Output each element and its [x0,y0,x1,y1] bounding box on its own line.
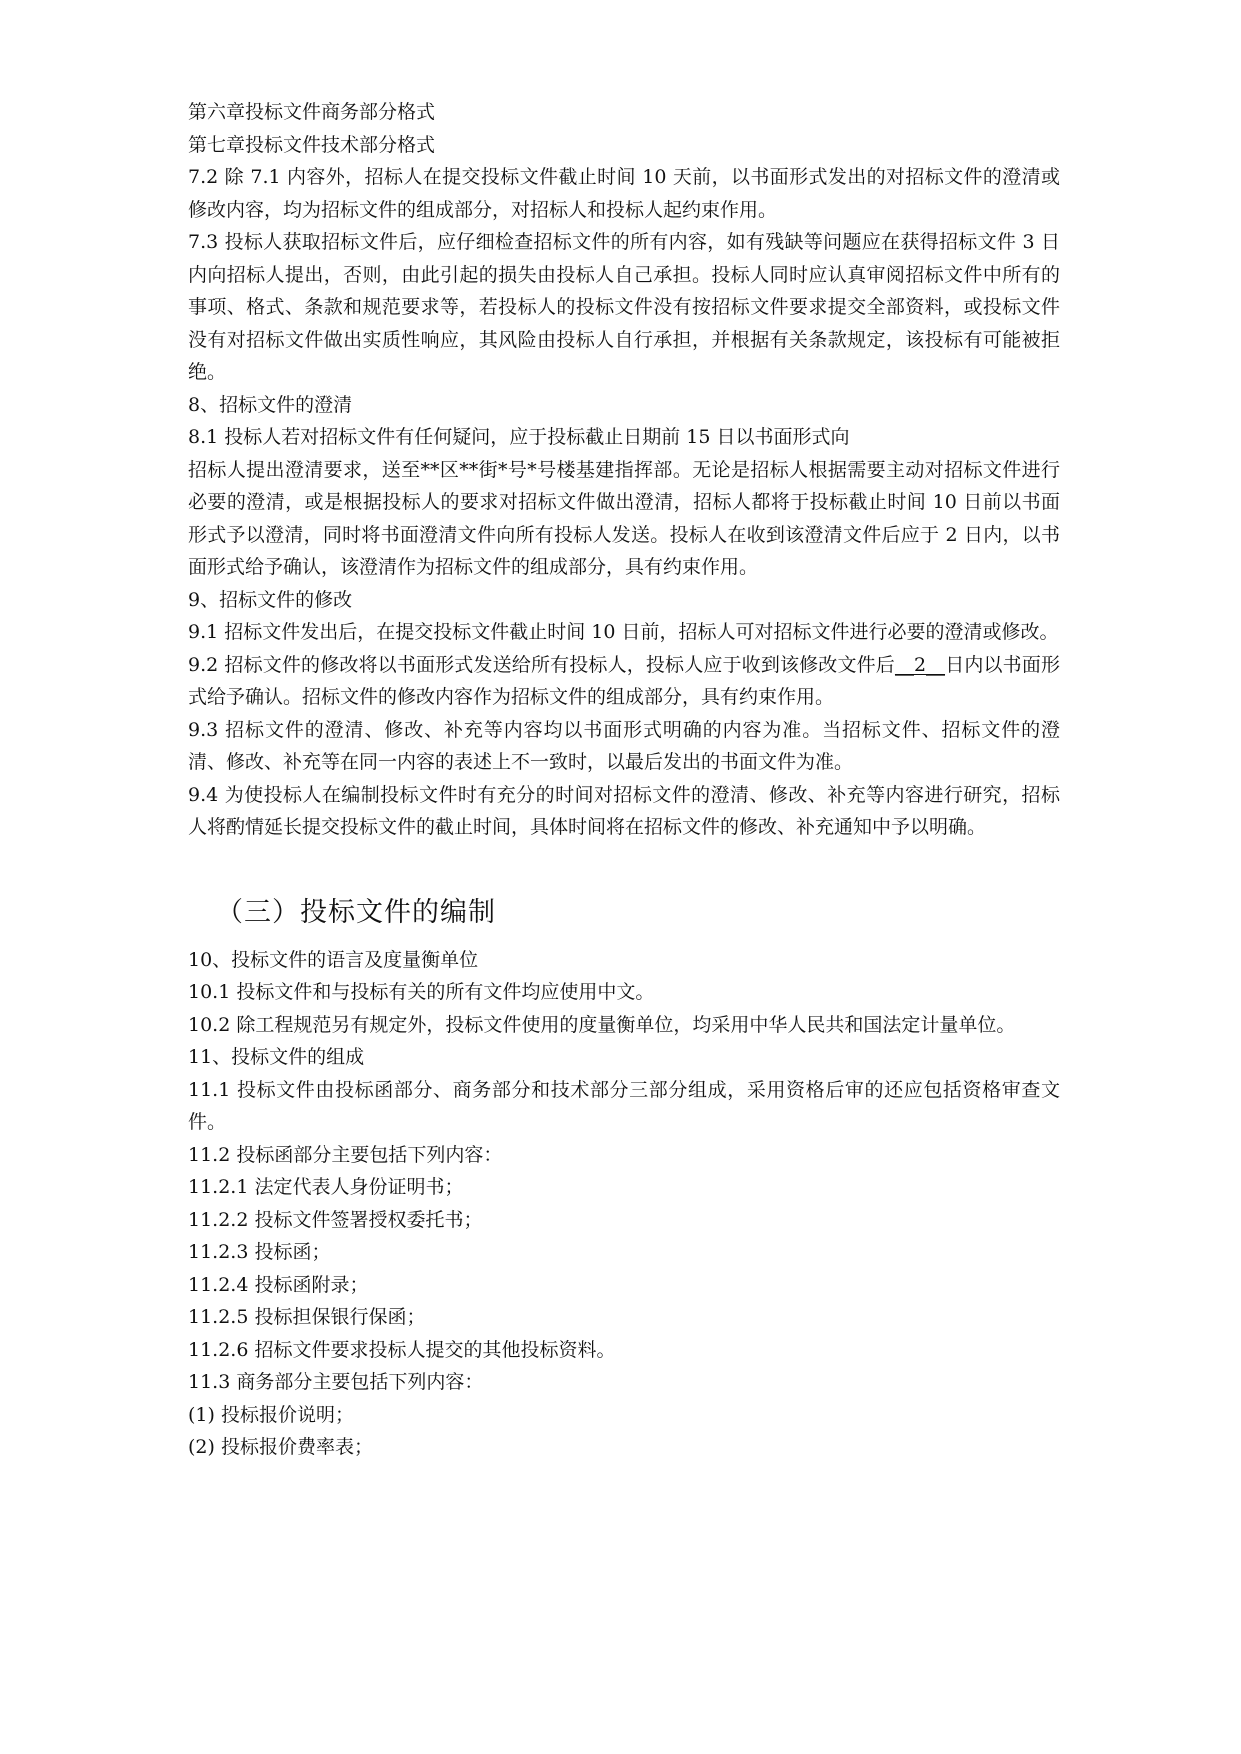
clause-11-2-3: 11.2.3 投标函； [188,1241,331,1263]
list-item-2: (2) 投标报价费率表； [188,1436,373,1458]
clause-11-2-4: 11.2.4 投标函附录； [188,1273,369,1296]
chapter-7-title: 第七章投标文件技术部分格式 [188,133,436,156]
clause-11-2-6: 11.2.6 招标文件要求投标人提交的其他投标资料。 [188,1338,616,1361]
clause-11-1: 11.1 投标文件由投标函部分、商务部分和技术部分三部分组成，采用资格后审的还应包括资格审查文件。 [188,1078,1060,1133]
document-page [188,96,1060,1464]
list-item-1: (1) 投标报价说明； [188,1403,354,1426]
section-heading: （三）投标文件的编制 [216,896,496,928]
clause-11-2: 11.2 投标函部分主要包括下列内容： [188,1143,503,1166]
section-8-title: 8、招标文件的澄清 [188,393,353,416]
clause-9-1: 9.1 招标文件发出后，在提交投标文件截止时间 10 日前，招标人可对招标文件进行必要的澄清或修改。 [188,621,1059,643]
clause-11-2-5: 11.2.5 投标担保银行保函； [188,1306,426,1328]
clause-10-1: 10.1 投标文件和与投标有关的所有文件均应使用中文。 [188,981,655,1003]
clause-7-2: 7.2 除 7.1 内容外，招标人在提交投标文件截止时间 10 天前，以书面形式发出的对招标文件的澄清或修改内容，均为招标文件的组成部分，对招标人和投标人起约束作用。 [188,166,1060,221]
clause-11-2-2: 11.2.2 投标文件签署授权委托书； [188,1208,483,1231]
clause-9-3: 9.3 招标文件的澄清、修改、补充等内容均以书面形式明确的内容为准。当招标文件、招标文件的澄清、修改、补充等在同一内容的表述上不一致时，以最后发出的书面文件为准。 [188,718,1060,773]
clause-9-2-days-underlined: __2__ [894,653,946,676]
chapter-6-title: 第六章投标文件商务部分格式 [188,101,436,123]
section-9-title: 9、招标文件的修改 [188,588,353,611]
clause-9-2-after: 日内以书面形式给予确认。招标文件的修改内容作为招标文件的组成部分，具有约束作用。 [188,653,1060,708]
clause-8-1-first-line: 8.1 投标人若对招标文件有任何疑问，应于投标截止日期前 15 日以书面形式向 [188,426,850,448]
clause-11-3: 11.3 商务部分主要包括下列内容： [188,1371,484,1393]
clause-7-3: 7.3 投标人获取招标文件后，应仔细检查招标文件的所有内容，如有残缺等问题应在获得招标文件 3 日内向招标人提出，否则，由此引起的损失由投标人自己承担。投标人同时应认真审阅招标文件中所有的事项、格式、条款和规范要求等，若投标人的投标文件没有按招标文件要求提交全部资料，或投标文件没有对招标文件做出实质性响应，其风险由投标人自行承担，并根据有关条款规定，该投标有可能被拒绝。 [188,231,1060,383]
clause-8-1-body: 招标人提出澄清要求，送至**区**街*号*号楼基建指挥部。无论是招标人根据需要主动对招标文件进行必要的澄清，或是根据投标人的要求对招标文件做出澄清，招标人都将于投标截止时间 10 日前以书面形式予以澄清，同时将书面澄清文件向所有投标人发送。投标人在收到该澄清文件后应于 2 日内，以书面形式给予确认，该澄清作为招标文件的组成部分，具有约束作用。 [188,458,1060,578]
clause-9-2-before: 9.2 招标文件的修改将以书面形式发送给所有投标人，投标人应于收到该修改文件后 [188,653,895,676]
clause-10-2: 10.2 除工程规范另有规定外，投标文件使用的度量衡单位，均采用中华人民共和国法定计量单位。 [188,1013,1016,1036]
clause-9-4: 9.4 为使投标人在编制投标文件时有充分的时间对招标文件的澄清、修改、补充等内容进行研究，招标人将酌情延长提交投标文件的截止时间，具体时间将在招标文件的修改、补充通知中予以明确。 [188,783,1060,838]
clause-11-2-1: 11.2.1 法定代表人身份证明书； [188,1176,464,1198]
section-11-title: 11、投标文件的组成 [188,1046,365,1068]
clause-9-2 [188,649,1060,714]
section-10-title: 10、投标文件的语言及度量衡单位 [188,948,479,971]
